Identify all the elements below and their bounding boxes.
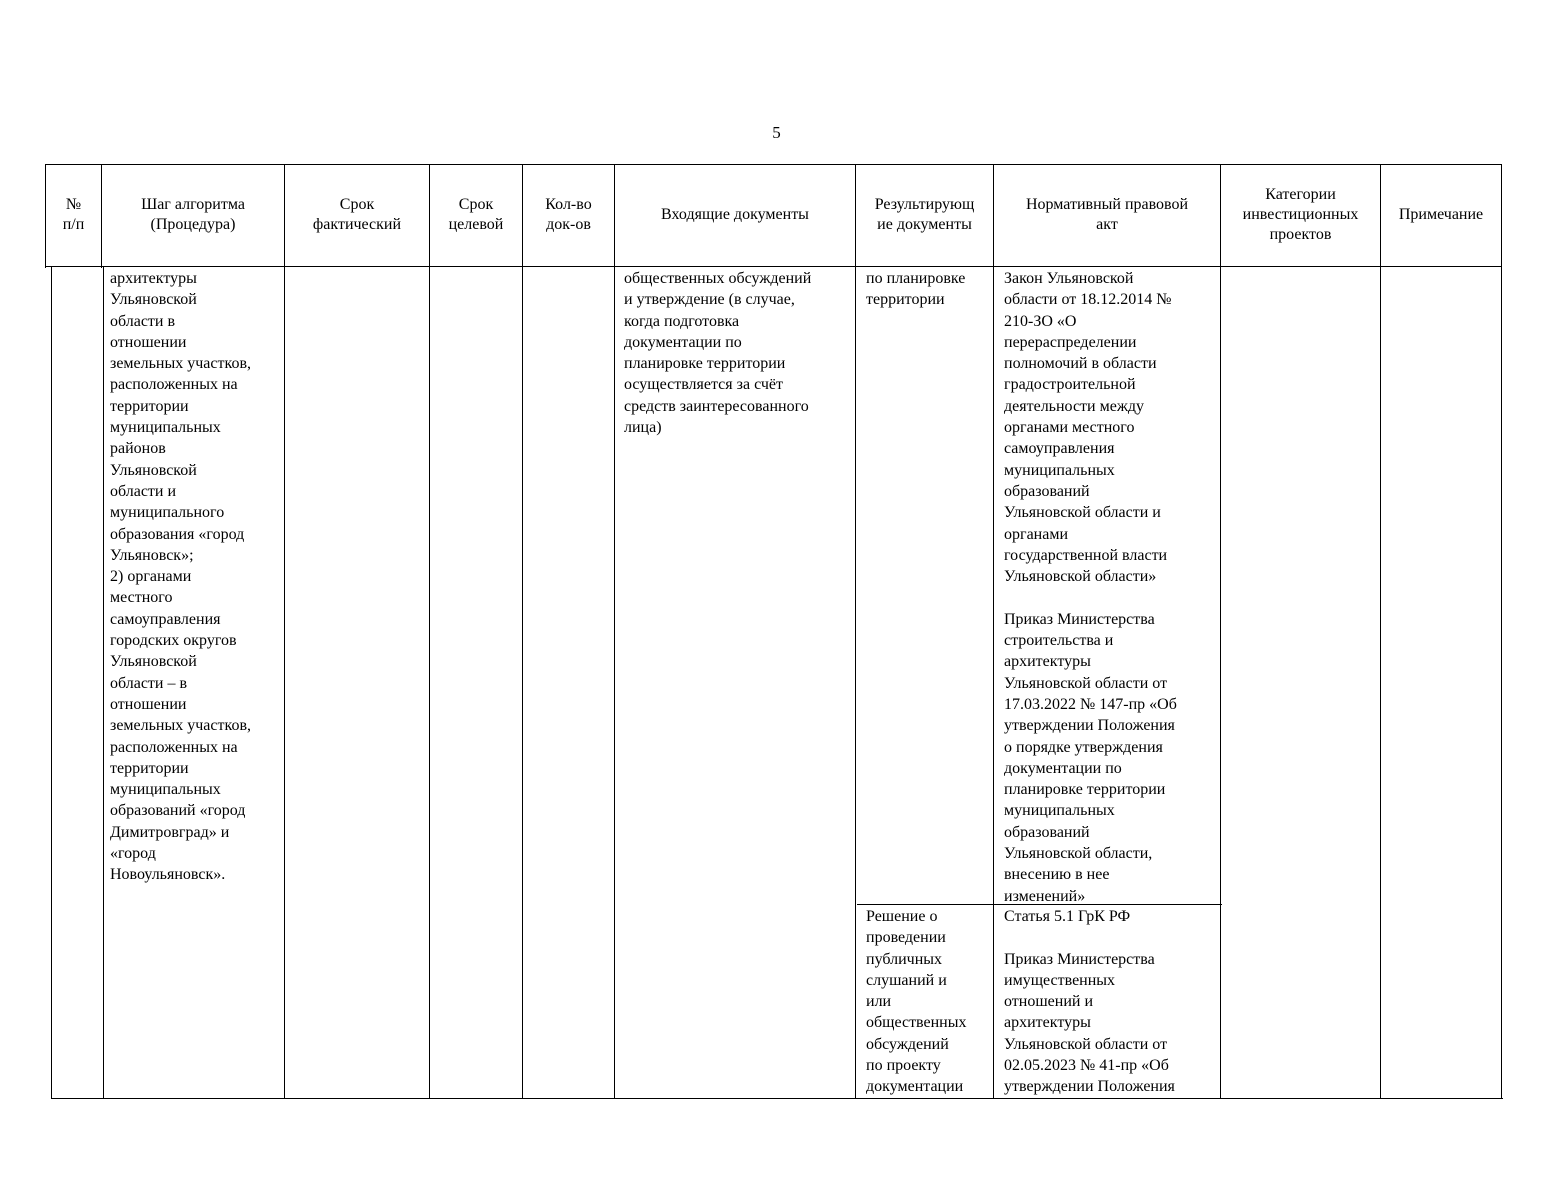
- cell-legal-act-1: Закон Ульяновской области от 18.12.2014 № 210-ЗО «О перераспределении полномочий в области градостроительной деятельности между органами местного самоуправления муниципальных образований Ульяновской области и органами государственной власти Ульяновской области» Приказ Министерства строительства и архитектуры Ульяновской области от 17.03.2022 № 147-пр «Об утверждении Положения о порядке утверждения документации по планировке территории муниципальных образований Ульяновской области, внесению в нее изменений»: [1004, 270, 1177, 905]
- header-number: № п/п: [62, 196, 85, 233]
- col-border-4: [522, 164, 523, 1099]
- col-border-3: [429, 164, 430, 1099]
- col-border-8: [1220, 164, 1221, 1099]
- header-result-docs: Результирующ ие документы: [874, 196, 975, 233]
- col-border-5: [614, 164, 615, 1099]
- col-border-10: [1501, 164, 1502, 1099]
- header-actual-term: Срок фактический: [312, 196, 402, 233]
- col-border-1b: [103, 266, 104, 1099]
- page-number: 5: [772, 123, 781, 142]
- cell-legal-act-2: Статья 5.1 ГрК РФ Приказ Министерства имущественных отношений и архитектуры Ульяновской области от 02.05.2023 № 41-пр «Об утверждении Положения: [1004, 908, 1175, 1096]
- header-project-categories: Категории инвестиционных проектов: [1242, 186, 1359, 243]
- cell-incoming-docs: общественных обсуждений и утверждение (в случае, когда подготовка документации по планировке территории осуществляется за счёт средств заинтересованного лица): [624, 270, 812, 437]
- header-note: Примечание: [1398, 206, 1484, 223]
- table-bottom-border: [51, 1098, 1503, 1099]
- cell-result-doc-2: Решение о проведении публичных слушаний и или общественных обсуждений по проекту документации: [866, 908, 967, 1096]
- cell-step: архитектуры Ульяновской области в отношении земельных участков, расположенных на территории муниципальных районов Ульяновской области и муниципального образования «город Ульяновск»; 2) органами местного самоуправления городских округов Ульяновской области – в отношении земельных участков, расположенных на территории муниципальных образований «город Димитровград» и «город Новоульяновск».: [110, 270, 251, 884]
- cell-result-doc-1: по планировке территории: [866, 270, 966, 309]
- header-doc-count: Кол-во док-ов: [545, 196, 592, 233]
- header-target-term: Срок целевой: [448, 196, 504, 233]
- header-incoming-docs: Входящие документы: [661, 206, 809, 223]
- col-border-0b: [51, 266, 52, 1099]
- col-border-6: [855, 164, 856, 1099]
- header-bottom-border: [45, 266, 1502, 267]
- col-border-7: [993, 164, 994, 1099]
- col-border-2: [284, 164, 285, 1099]
- header-step: Шаг алгоритма (Процедура): [141, 196, 245, 233]
- header-legal-act: Нормативный правовой акт: [1025, 196, 1189, 233]
- col-border-9: [1380, 164, 1381, 1099]
